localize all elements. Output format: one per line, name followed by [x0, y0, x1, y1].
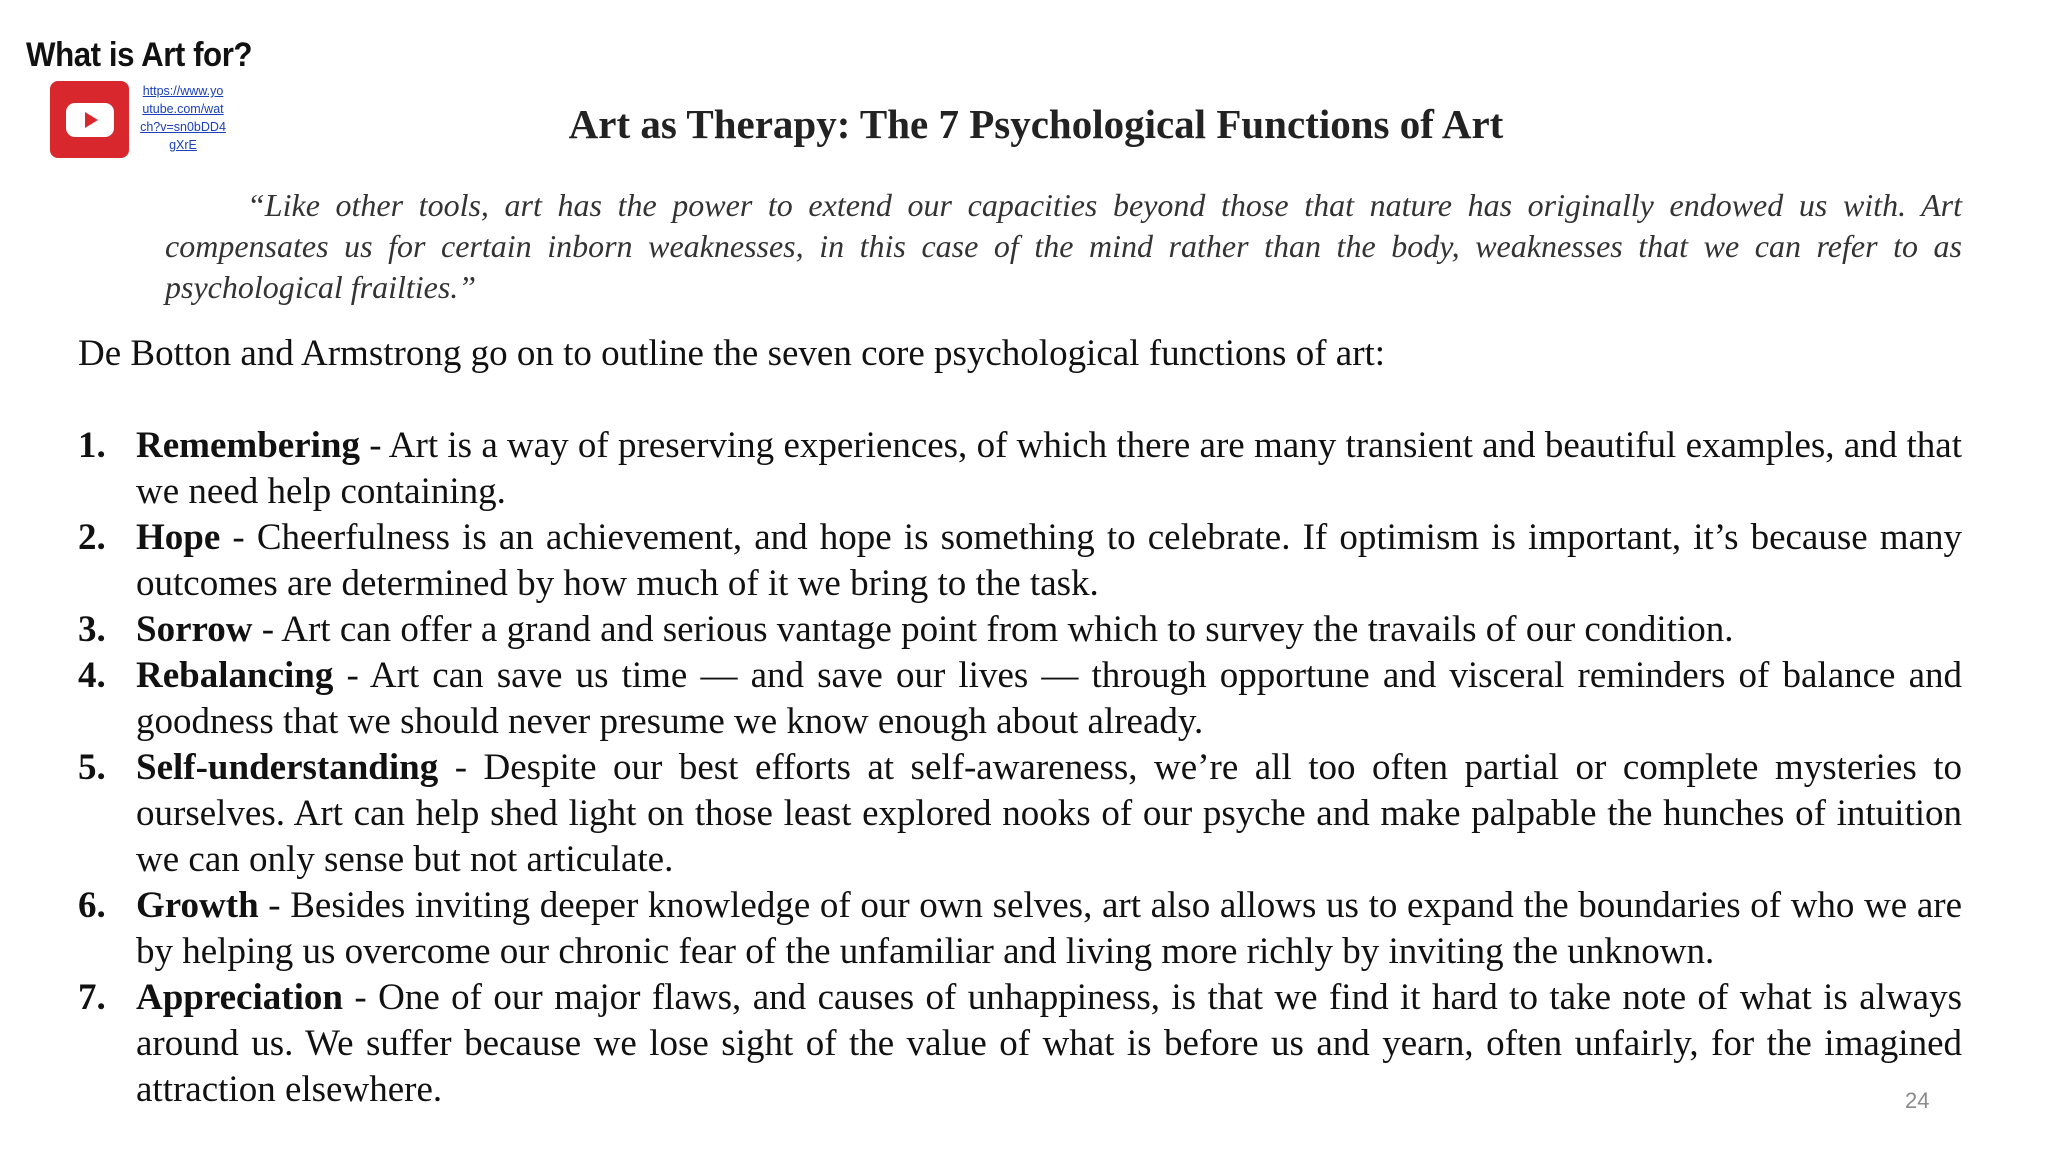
list-number: 6. — [78, 885, 106, 926]
list-number: 3. — [78, 609, 106, 650]
list-item — [78, 607, 1962, 653]
list-item — [78, 883, 1962, 975]
list-item — [78, 423, 1962, 515]
function-term: Self-understanding — [136, 747, 439, 788]
list-item — [78, 653, 1962, 745]
video-link[interactable]: https://www.youtube.com/watch?v=sn0bDD4gXrE — [140, 84, 226, 152]
page-number: 24 — [1905, 1088, 1930, 1113]
function-description: - Art can save us time — and save our lives — through opportune and visceral reminders of balance and goodness that we should never presume we know enough about already. — [136, 655, 1962, 742]
function-description: - One of our major flaws, and causes of unhappiness, is that we find it hard to take note of what is always around us. We suffer because we lose sight of the value of what is before us and yearn, often unfairly, for the imagined attraction elsewhere. — [136, 977, 1962, 1110]
quote-block: “Like other tools, art has the power to extend our capacities beyond those that nature has originally endowed us with. Art compensates us for certain inborn weaknesses, in this case of the mind rather than the body, weaknesses that we can refer to as psychological frailties.” — [165, 187, 1962, 305]
list-item — [78, 745, 1962, 883]
function-term: Rebalancing — [136, 655, 334, 696]
function-term: Appreciation — [136, 977, 343, 1018]
intro-text: De Botton and Armstrong go on to outline the seven core psychological functions of art: — [78, 333, 1386, 374]
slide-title: Art as Therapy: The 7 Psychological Functions of Art — [568, 101, 1504, 147]
functions-list — [78, 423, 1962, 1113]
function-term: Growth — [136, 885, 259, 926]
list-number: 5. — [78, 747, 106, 788]
function-description: - Despite our best efforts at self-awareness, we’re all too often partial or complete mysteries to ourselves. Art can help shed light on those least explored nooks of our psyche and make palpable the hunches of intuition we can only sense but not articulate. — [136, 747, 1962, 880]
function-description: - Art can offer a grand and serious vantage point from which to survey the travails of our condition. — [252, 609, 1734, 650]
function-term: Hope — [136, 517, 221, 558]
function-term: Sorrow — [136, 609, 253, 650]
list-item — [78, 975, 1962, 1113]
function-term: Remembering — [136, 425, 360, 466]
list-number: 7. — [78, 977, 106, 1018]
function-description: - Besides inviting deeper knowledge of our own selves, art also allows us to expand the boundaries of who we are by helping us overcome our chronic fear of the unfamiliar and living more richly by inviting the unknown. — [136, 885, 1962, 972]
function-description: - Cheerfulness is an achievement, and hope is something to celebrate. If optimism is important, it’s because many outcomes are determined by how much of it we bring to the task. — [136, 517, 1962, 604]
list-number: 4. — [78, 655, 106, 696]
function-description: - Art is a way of preserving experiences, of which there are many transient and beautiful examples, and that we need help containing. — [136, 425, 1962, 512]
list-item — [78, 515, 1962, 607]
list-number: 2. — [78, 517, 106, 558]
corner-title: What is Art for? — [26, 36, 253, 74]
list-number: 1. — [78, 425, 106, 466]
